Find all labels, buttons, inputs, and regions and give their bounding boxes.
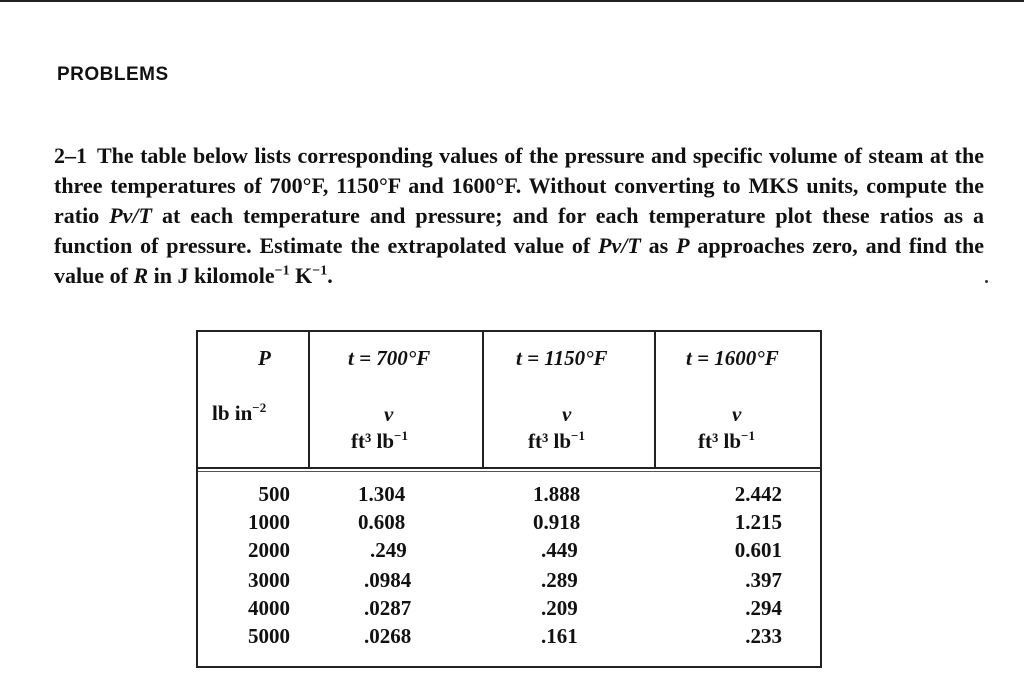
v-unit-700: ft³ $lb^{-1}$: [351, 428, 408, 453]
header-divider: [308, 332, 310, 467]
problem-text: [54, 141, 984, 291]
section-heading: PROBLEMS: [57, 64, 169, 85]
p-unit: lb $in^{-2}$: [212, 400, 267, 425]
problem-seg1: The table below lists corresponding values of the pressure and specific volume of steam at the three temperatures of 700°F, 1150°F and 1600°F. Without converting to MKS units, compute the ratio: [54, 143, 984, 228]
problem-seg2: at each temperature and pressure; and for each temperature plot these ratios as a function of pressure. Estimate the extrapolated value of: [54, 203, 985, 258]
header-divider: [482, 332, 484, 467]
problem-seg5: in J kilomole: [148, 263, 275, 288]
problem-seg7: .: [327, 263, 333, 288]
v-unit-1600: ft³ $lb^{-1}$: [698, 428, 755, 453]
ratio-pv-t-2: Pv/T: [598, 233, 641, 258]
temp-header-1150: t = 1150°F: [516, 346, 608, 370]
header-rule: [198, 467, 820, 469]
problem-number: 2–1: [54, 143, 87, 168]
header-rule-thin: [198, 471, 820, 472]
v-symbol-1600: v: [732, 402, 742, 426]
top-rule: [0, 0, 1024, 2]
temp-header-1600: t = 1600°F: [686, 346, 779, 370]
problem-seg6: K: [289, 263, 313, 288]
v-symbol-1150: v: [562, 402, 572, 426]
exp-kelvin: −1: [312, 263, 328, 279]
pressure-var: P: [676, 233, 690, 258]
exp-kilomole: −1: [274, 263, 290, 279]
gas-constant-var: R: [133, 263, 149, 288]
stray-mark: [985, 280, 988, 283]
v-unit-1150: ft³ $lb^{-1}$: [528, 428, 585, 453]
temp-header-700: t = 700°F: [348, 346, 431, 370]
problem-seg3: as: [640, 233, 677, 258]
ratio-pv-t: Pv/T: [109, 203, 152, 228]
header-divider: [654, 332, 656, 467]
problem-seg4: approaches zero, and find the value of: [54, 233, 984, 288]
p-header: P: [258, 346, 271, 370]
steam-data-table: P t = 700°F t = 1150°F t = 1600°F lb $in^{-2}$ v ft³ $lb^{-1}$ v ft³ $lb^{-1}$ v ft³ $lb^{-1}$ 500 1.304 1.888 2.442 1000 0.608 0.918 1.215 2000 .249 .449 0.601 3000 .0984 .289 .397 4000 .0287 .209 .294 5000 .0268 .161 .233: [196, 330, 822, 668]
v-symbol-700: v: [384, 402, 394, 426]
